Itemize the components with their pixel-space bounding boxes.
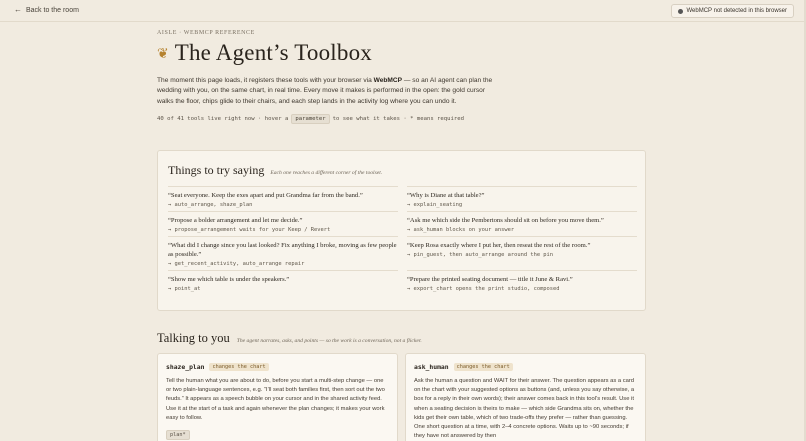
- tool-head: [166, 363, 389, 371]
- page-header: [157, 30, 647, 124]
- gold-flourish-icon: ❦: [157, 45, 169, 61]
- talking-section-header: [157, 331, 422, 346]
- tool-badge: changes the chart: [209, 363, 268, 371]
- try-item: [168, 270, 398, 295]
- try-item: [407, 211, 637, 236]
- try-hint: → export_chart opens the print studio, composed: [407, 286, 560, 292]
- try-hint: → ask_human blocks on your answer: [407, 227, 515, 233]
- intro-text-before: The moment this page loads, it registers these tools with your browser via: [157, 77, 374, 84]
- tools-count-line: [157, 114, 647, 124]
- webmcp-status-badge: [671, 4, 795, 18]
- intro-paragraph: [157, 76, 497, 107]
- eyebrow: AISLE · WEBMCP REFERENCE: [157, 30, 255, 36]
- tool-card-ask-human: [405, 353, 646, 441]
- try-item: [407, 236, 637, 270]
- tool-description: Ask the human a question and WAIT for their answer. The question appears as a card on the chart with your suggested options as buttons (and, unless you say otherwise, a box for a reply in their own words); their answer comes back in this tool’s result. Use it when a seating decision is theirs to make — which side Grandma sits on, whether the kids get their own table, which of two trade-offs they prefer — rather than guessing. One short question at a time, with 2–4 concrete options. Waits up to ~90 seconds; if they have not answered by then: [414, 378, 635, 440]
- try-hint: → auto_arrange, shaze_plan: [168, 202, 253, 208]
- things-to-try-card: [157, 150, 646, 311]
- try-item: [168, 186, 398, 211]
- try-item: [407, 186, 637, 211]
- try-title: Things to try saying: [168, 163, 265, 177]
- talk-subtitle: The agent narrates, asks, and points — so the work is a conversation, not a flicker.: [236, 338, 422, 344]
- page-title: The Agent’s Toolbox: [174, 40, 372, 65]
- try-grid: [168, 186, 637, 295]
- tool-head: [414, 363, 637, 371]
- tools-count-prefix: 40 of 41 tools live right now · hover a: [157, 116, 289, 123]
- parameter-chip[interactable]: parameter: [291, 114, 329, 124]
- talk-title: Talking to you: [157, 331, 230, 345]
- try-hint: → propose_arrangement waits for your Keep / Revert: [168, 227, 331, 233]
- try-quote: “What did I change since you last looked? Fix anything I broke, moving as few people as possible.”: [168, 242, 397, 258]
- intro-webmcp: WebMCP: [373, 77, 403, 84]
- try-quote: “Show me which table is under the speakers.”: [168, 276, 290, 283]
- try-quote: “Keep Rosa exactly where I put her, then reseat the rest of the room.”: [407, 242, 591, 249]
- try-hint: → point_at: [168, 286, 201, 292]
- try-item: [407, 270, 637, 295]
- try-quote: “Propose a bolder arrangement and let me decide.”: [168, 217, 303, 224]
- try-quote: “Seat everyone. Keep the exes apart and put Grandma far from the band.”: [168, 192, 363, 199]
- try-quote: “Ask me which side the Pembertons should sit on before you move them.”: [407, 217, 604, 224]
- tool-badge: changes the chart: [454, 363, 513, 371]
- status-text: WebMCP not detected in this browser: [686, 8, 787, 14]
- try-item: [168, 236, 398, 270]
- tool-name: ask_human: [414, 363, 449, 371]
- status-dot-icon: [678, 9, 683, 14]
- top-bar: [0, 0, 806, 22]
- intro-text-after: — so an AI agent can plan the wedding with you, on the same chart, in real time. Every move it makes is performed in the open: the gold cursor walks the floor, chips glide to their chairs, and each step lands in the activity log where you can undo it.: [157, 77, 493, 105]
- tool-card-shaze-plan: [157, 353, 398, 441]
- try-item: [168, 211, 398, 236]
- try-hint: → pin_guest, then auto_arrange around the pin: [407, 252, 554, 258]
- tools-count-suffix: to see what it takes · * means required: [332, 116, 464, 123]
- title-row: [157, 40, 647, 66]
- tool-name: shaze_plan: [166, 363, 205, 371]
- try-quote: “Prepare the printed seating document — title it June & Ravi.”: [407, 276, 573, 283]
- try-header: [168, 163, 382, 178]
- back-link-label: Back to the room: [26, 6, 79, 14]
- back-to-room-link[interactable]: [14, 6, 79, 14]
- try-hint: → get_recent_activity, auto_arrange repair: [168, 261, 305, 267]
- try-quote: “Why is Diane at that table?”: [407, 192, 485, 199]
- tool-description: Tell the human what you are about to do, before you start a multi-step change — one or two plain-language sentences, e.g. “I’ll seat both families first, then sort out the two feuds.” It appears as a speech bubble on your cursor and in the shared activity feed. Use it at the start of a task and again whenever the plan changes; it makes your work easy to follow.: [166, 378, 385, 421]
- try-subtitle: Each one reaches a different corner of the toolset.: [270, 170, 383, 176]
- arrow-left-icon: ←: [14, 5, 22, 14]
- try-hint: → explain_seating: [407, 202, 463, 208]
- tool-parameter-chip[interactable]: plan*: [166, 430, 190, 440]
